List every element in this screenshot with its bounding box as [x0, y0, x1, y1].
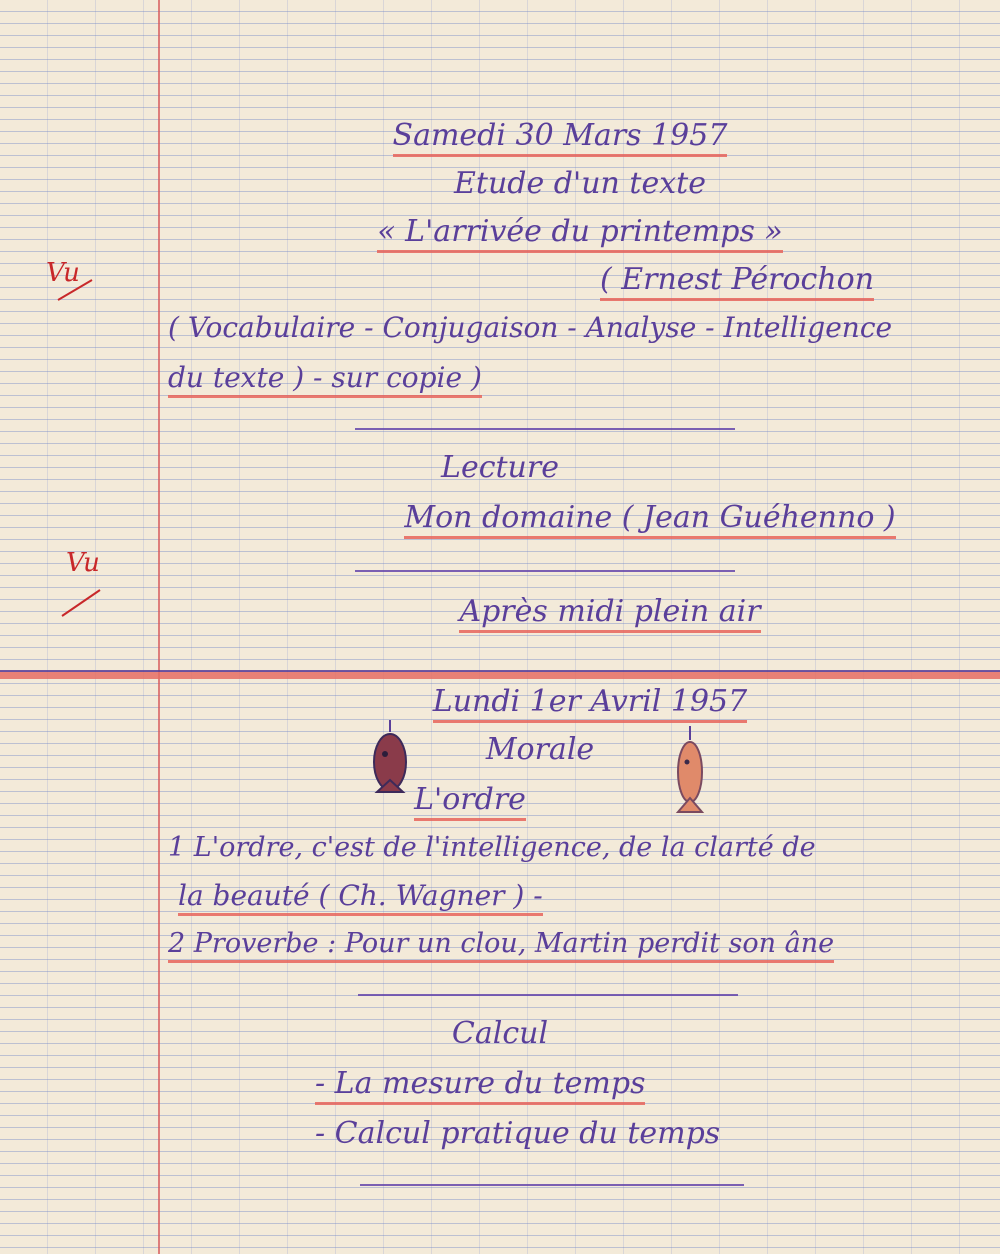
entry2-topic-text: L'ordre [414, 782, 526, 821]
margin-line [158, 0, 160, 1254]
entry1-reading-text-span: Mon domaine ( Jean Guéhenno ) [404, 500, 895, 539]
entry2-date-text: Lundi 1er Avril 1957 [433, 684, 747, 723]
entry2-line2-text: la beauté ( Ch. Wagner ) - [178, 879, 543, 916]
entry2-line3-text: 2 Proverbe : Pour un clou, Martin perdit son âne [168, 928, 834, 963]
entry1-details-line2 [168, 360, 482, 396]
check-stroke-icon-2 [60, 588, 104, 618]
section-divider-4 [360, 1184, 744, 1186]
date-separator [0, 670, 1000, 679]
entry1-details-line1: ( Vocabulaire - Conjugaison - Analyse - Intelligence [168, 311, 893, 344]
check-mark-1-text: Vu [46, 258, 80, 288]
teacher-check-mark-1 [46, 258, 80, 288]
entry1-reading-text [340, 500, 960, 536]
entry1-text-title-text: « L'arrivée du printemps » [377, 214, 782, 253]
section-divider-2 [355, 570, 735, 572]
entry2-line3 [168, 926, 834, 962]
april-fish-drawing-right [668, 726, 712, 816]
entry2-line1: 1 L'ordre, c'est de l'intelligence, de la clarté de [168, 832, 816, 863]
entry2-topic [390, 782, 550, 818]
entry2-line2 [178, 878, 543, 914]
teacher-check-mark-2 [66, 548, 100, 578]
entry1-afternoon [380, 594, 840, 630]
check-stroke-icon [56, 276, 96, 304]
entry1-author-text: ( Ernest Pérochon [600, 262, 874, 301]
entry1-text-title [320, 214, 840, 250]
entry1-details-line2-text: du texte ) - sur copie ) [168, 361, 482, 398]
entry1-date-text: Samedi 30 Mars 1957 [393, 118, 728, 157]
entry2-calc-item1 [315, 1066, 645, 1102]
entry1-subject-title: Etude d'un texte [454, 166, 706, 201]
entry1-afternoon-text: Après midi plein air [459, 594, 760, 633]
entry1-date [330, 118, 790, 154]
entry1-reading-title: Lecture [441, 450, 559, 485]
entry2-calc-title: Calcul [451, 1016, 549, 1051]
entry2-subject-title: Morale [485, 732, 595, 767]
section-divider-1 [355, 428, 735, 430]
check-mark-2-text: Vu [66, 548, 100, 578]
entry2-calc-item2: - Calcul pratique du temps [315, 1116, 721, 1151]
section-divider-3 [358, 994, 738, 996]
entry2-calc-item1-text: - La mesure du temps [315, 1066, 645, 1105]
entry1-author [600, 262, 874, 298]
entry2-date [390, 684, 790, 720]
